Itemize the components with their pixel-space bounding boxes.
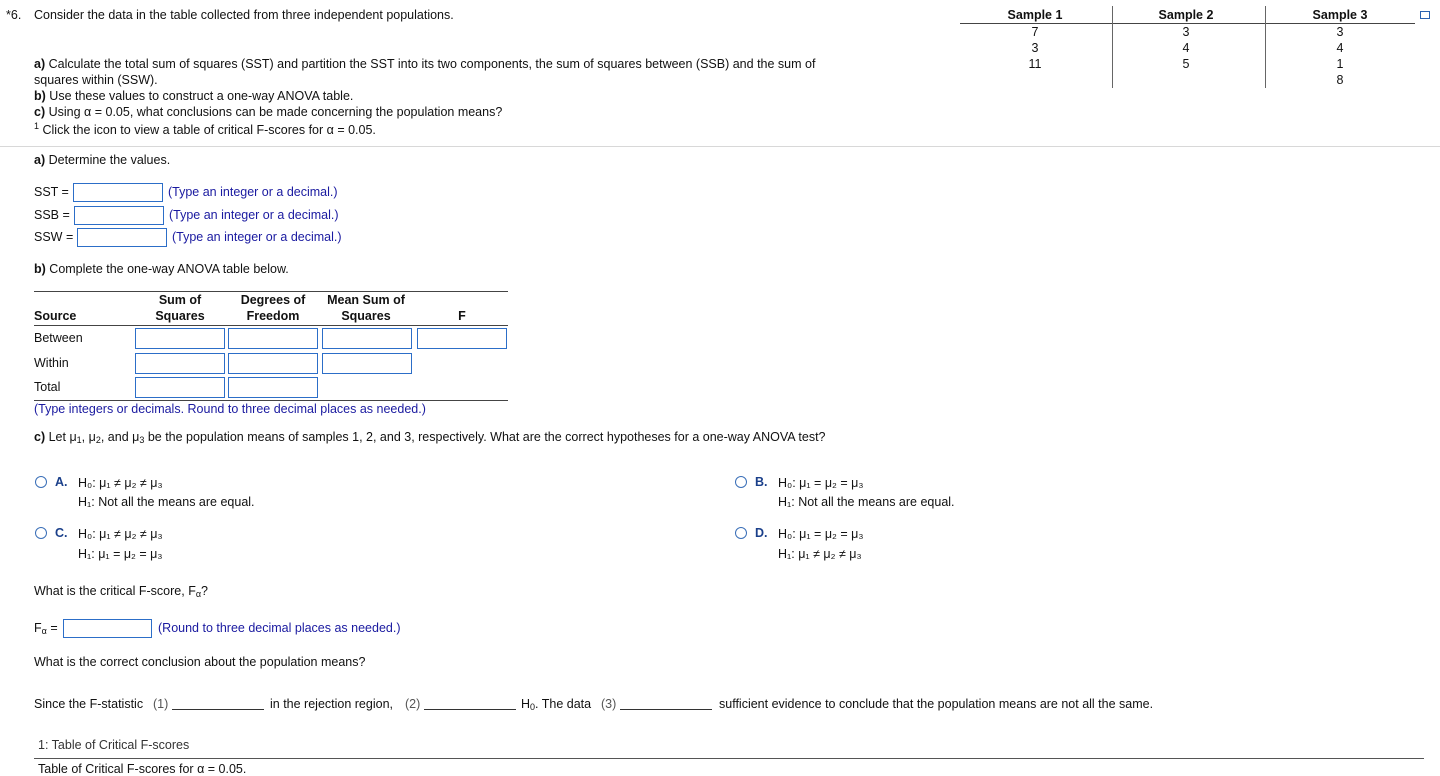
part-b-text: b) Use these values to construct a one-way ANOVA table.	[34, 89, 354, 103]
option-c-h1: H₁: μ₁ = μ₂ = μ₃	[78, 547, 163, 561]
option-d-radio[interactable]	[735, 527, 747, 539]
critical-label: $F_\alpha$ =	[34, 621, 58, 636]
option-b-letter: B.	[755, 475, 768, 489]
conclusion-region: in the rejection region,	[270, 697, 393, 711]
data-cell: 3	[1031, 41, 1039, 55]
footnote-link[interactable]: $^1$ Click the icon to view a table of critical F-scores for α = 0.05.	[34, 121, 376, 137]
conclusion-h0: $H_0$. The data	[521, 697, 592, 712]
critical-f-input[interactable]	[63, 619, 152, 638]
col-ms-1: Mean Sum of	[327, 293, 405, 307]
option-b-radio[interactable]	[735, 476, 747, 488]
option-d-h1: H₁: μ₁ ≠ μ₂ ≠ μ₃	[778, 547, 862, 561]
option-a-h0: H₀: μ₁ ≠ μ₂ ≠ μ₃	[78, 476, 163, 490]
data-cell: 4	[1182, 41, 1190, 55]
col-df-2: Freedom	[246, 309, 300, 323]
col-df-1: Degrees of	[240, 293, 306, 307]
row-total: Total	[34, 380, 61, 394]
part-a-line2: squares within (SSW).	[34, 73, 158, 87]
footnote-panel-subtitle: Table of Critical F-scores for α = 0.05.	[38, 762, 247, 776]
option-a-letter: A.	[55, 475, 68, 489]
blank1-label: (1)	[153, 697, 169, 711]
section-c-prompt: c) Let $\mu_1$, $\mu_2$, and $\mu_3$ be the population means of samples 1, 2, and 3, respectively. What are the correct hypotheses for a one-way ANOVA test?	[34, 430, 826, 445]
sst-hint: (Type an integer or a decimal.)	[168, 185, 338, 199]
col-source: Source	[34, 309, 77, 323]
ssb-hint: (Type an integer or a decimal.)	[169, 208, 339, 222]
section-b-prompt: b) Complete the one-way ANOVA table below.	[34, 262, 289, 276]
option-a-h1: H₁: Not all the means are equal.	[78, 495, 255, 509]
f-input[interactable]	[417, 328, 507, 349]
conclusion-end: sufficient evidence to conclude that the population means are not all the same.	[719, 697, 1154, 711]
copy-table-icon[interactable]	[1420, 11, 1430, 19]
col-ms-2: Squares	[341, 309, 391, 323]
footnote-panel-title: 1: Table of Critical F-scores	[38, 738, 190, 752]
data-header-sample2: Sample 2	[1158, 8, 1214, 22]
blank2-label: (2)	[405, 697, 421, 711]
option-d-h0: H₀: μ₁ = μ₂ = μ₃	[778, 527, 864, 541]
data-cell: 5	[1182, 57, 1190, 71]
option-a-radio[interactable]	[35, 476, 47, 488]
within-ms-input[interactable]	[322, 353, 412, 374]
ssb-input[interactable]	[74, 206, 164, 225]
option-c-letter: C.	[55, 526, 68, 540]
row-within: Within	[34, 356, 69, 370]
blank3-label: (3)	[601, 697, 617, 711]
conclusion-question: What is the correct conclusion about the population means?	[34, 655, 366, 669]
col-f: F	[458, 309, 466, 323]
within-ss-input[interactable]	[135, 353, 225, 374]
col-ss-2: Squares	[155, 309, 205, 323]
option-b-h0: H₀: μ₁ = μ₂ = μ₃	[778, 476, 864, 490]
total-df-input[interactable]	[228, 377, 318, 398]
data-cell: 11	[1028, 57, 1042, 71]
part-c-text: c) Using α = 0.05, what conclusions can be made concerning the population means?	[34, 105, 503, 119]
option-c-h0: H₀: μ₁ ≠ μ₂ ≠ μ₃	[78, 527, 163, 541]
question-number: *6.	[6, 8, 22, 22]
part-a-line1: a) Calculate the total sum of squares (SST) and partition the SST into its two components, the sum of squares between (SSB) and the sum of	[34, 57, 816, 71]
footnote-divider	[34, 758, 1424, 759]
sst-label: SST =	[34, 185, 69, 199]
question-intro: Consider the data in the table collected from three independent populations.	[34, 8, 454, 22]
data-header-sample1: Sample 1	[1007, 8, 1063, 22]
sst-input[interactable]	[73, 183, 163, 202]
ssw-input[interactable]	[77, 228, 167, 247]
section-a-prompt: a) Determine the values.	[34, 153, 171, 167]
blank2-dropdown[interactable]	[424, 709, 516, 710]
row-between: Between	[34, 331, 83, 345]
ssw-hint: (Type an integer or a decimal.)	[172, 230, 342, 244]
data-cell: 1	[1336, 57, 1344, 71]
blank3-dropdown[interactable]	[620, 709, 712, 710]
ssw-label: SSW =	[34, 230, 74, 244]
data-header-sample3: Sample 3	[1312, 8, 1368, 22]
ssb-label: SSB =	[34, 208, 70, 222]
data-cell: 3	[1182, 25, 1190, 39]
conclusion-since: Since the F-statistic	[34, 697, 144, 711]
option-d-letter: D.	[755, 526, 768, 540]
data-cell: 3	[1336, 25, 1344, 39]
option-b-h1: H₁: Not all the means are equal.	[778, 495, 955, 509]
between-ms-input[interactable]	[322, 328, 412, 349]
between-ss-input[interactable]	[135, 328, 225, 349]
data-cell: 4	[1336, 41, 1344, 55]
option-c-radio[interactable]	[35, 527, 47, 539]
between-df-input[interactable]	[228, 328, 318, 349]
anova-hint: (Type integers or decimals. Round to three decimal places as needed.)	[34, 402, 426, 416]
data-cell: 8	[1336, 73, 1344, 87]
critical-question: What is the critical F-score, $F_\alpha$?	[34, 584, 208, 599]
total-ss-input[interactable]	[135, 377, 225, 398]
section-divider	[0, 146, 1440, 147]
blank1-dropdown[interactable]	[172, 709, 264, 710]
data-cell: 7	[1031, 25, 1039, 39]
col-ss-1: Sum of	[158, 293, 202, 307]
critical-hint: (Round to three decimal places as needed.)	[158, 621, 401, 635]
within-df-input[interactable]	[228, 353, 318, 374]
